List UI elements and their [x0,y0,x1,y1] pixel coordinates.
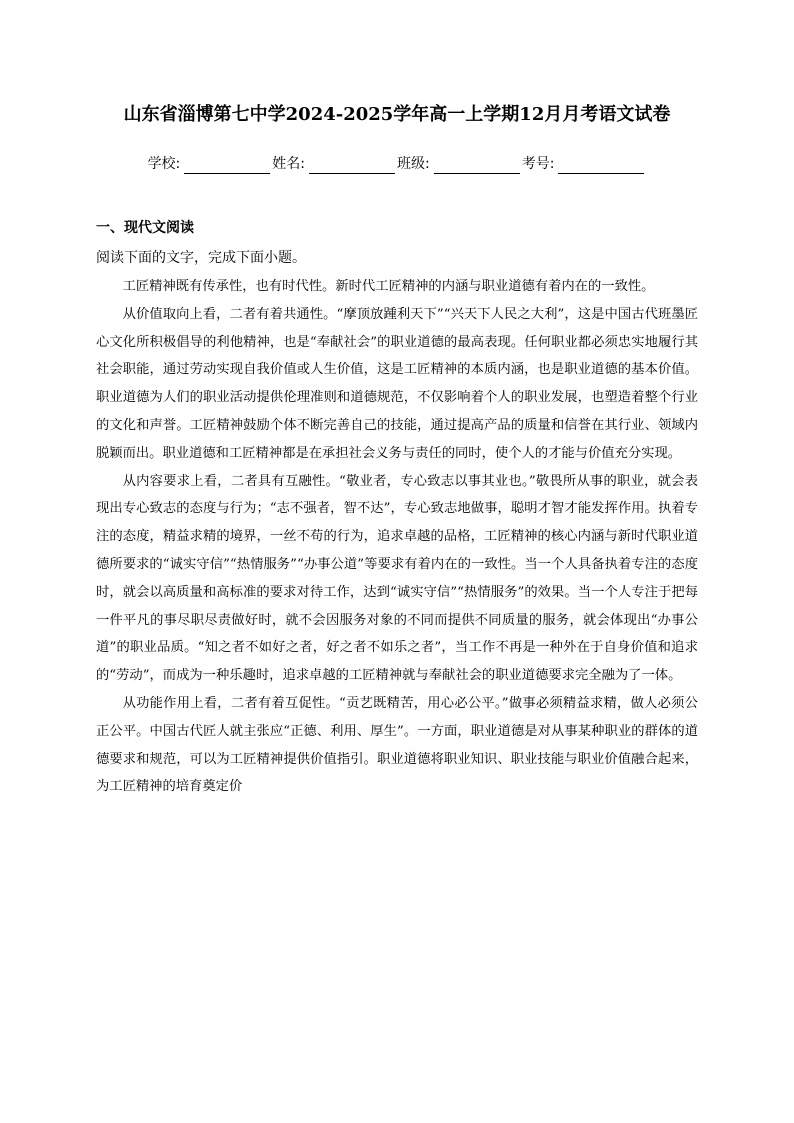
info-exam-number-blank [558,157,644,174]
info-name-blank [309,157,395,174]
info-class-label: 班级: [397,156,430,172]
info-name-label: 姓名: [272,156,305,172]
passage-paragraph-1: 工匠精神既有传承性，也有时代性。新时代工匠精神的内涵与职业道德有着内在的一致性。 [122,279,655,294]
student-info-row [96,154,698,174]
info-school-label: 学校: [147,156,181,172]
section-heading: 一、现代文阅读 [96,220,194,236]
info-class-blank [434,157,520,174]
reading-instruction: 阅读下面的文字，完成下面小题。 [96,250,306,266]
passage-paragraph-2: 从价值取向上看，二者有着共通性。“摩顶放踵利天下”“兴天下人民之大利”，这是中国古代班墨匠心文化所积极倡导的利他精神，也是“奉献社会”的职业道德的最高表现。任何职业都必须忠实地履行其社会职能，通过劳动实现自我价值或人生价值，这是工匠精神的本质内涵，也是职业道德的基本价值。职业道德为人们的职业活动提供伦理准则和道德规范，不仅影响着个人的职业发展，也塑造着整个行业的文化和声誉。工匠精神鼓励个体不断完善自己的技能，通过提高产品的质量和信誉在其行业、领域内脱颖而出。职业道德和工匠精神都是在承担社会义务与责任的同时，使个人的才能与价值充分实现。 [96,306,698,461]
info-name [272,154,397,174]
info-school-blank [184,157,270,174]
reading-passage [96,273,698,801]
info-school [148,154,273,174]
passage-paragraph-4: 从功能作用上看，二者有着互促性。“贡艺既精苦，用心必公平。”做事必须精益求精，做人必须公正公平。中国古代匠人就主张应“正德、利用、厚生”。一方面，职业道德是对从事某种职业的群体的道德要求和规范，可以为工匠精神提供价值指引。职业道德将职业知识、职业技能与职业价值融合起来，为工匠精神的培育奠定价 [96,695,698,795]
exam-title: 山东省淄博第七中学2024-2025学年高一上学期12月月考语文试卷 [123,104,671,125]
passage-paragraph-3: 从内容要求上看，二者具有互融性。“敬业者，专心致志以事其业也。”敬畏所从事的职业，就会表现出专心致志的态度与行为；“志不强者，智不达”，专心致志地做事，聪明才智才能发挥作用。执着专注的态度，精益求精的境界，一丝不苟的行为，追求卓越的品格，工匠精神的核心内涵与新时代职业道德所要求的“诚实守信”“热情服务”“办事公道”等要求有着内在的一致性。当一个人具备执着专注的态度时，就会以高质量和高标准的要求对待工作，达到“诚实守信”“热情服务”的效果。当一个人专注于把每一件平凡的事尽职尽责做好时，就不会因服务对象的不同而提供不同质量的服务，就会体现出“办事公道”的职业品质。“知之者不如好之者，好之者不如乐之者”，当工作不再是一种外在于自身价值和追求的“劳动”，而成为一种乐趣时，追求卓越的工匠精神就与奉献社会的职业道德要求完全融为了一体。 [96,473,698,684]
info-exam-number-label: 考号: [521,156,555,172]
info-class [397,154,522,174]
info-exam-number [522,154,647,174]
